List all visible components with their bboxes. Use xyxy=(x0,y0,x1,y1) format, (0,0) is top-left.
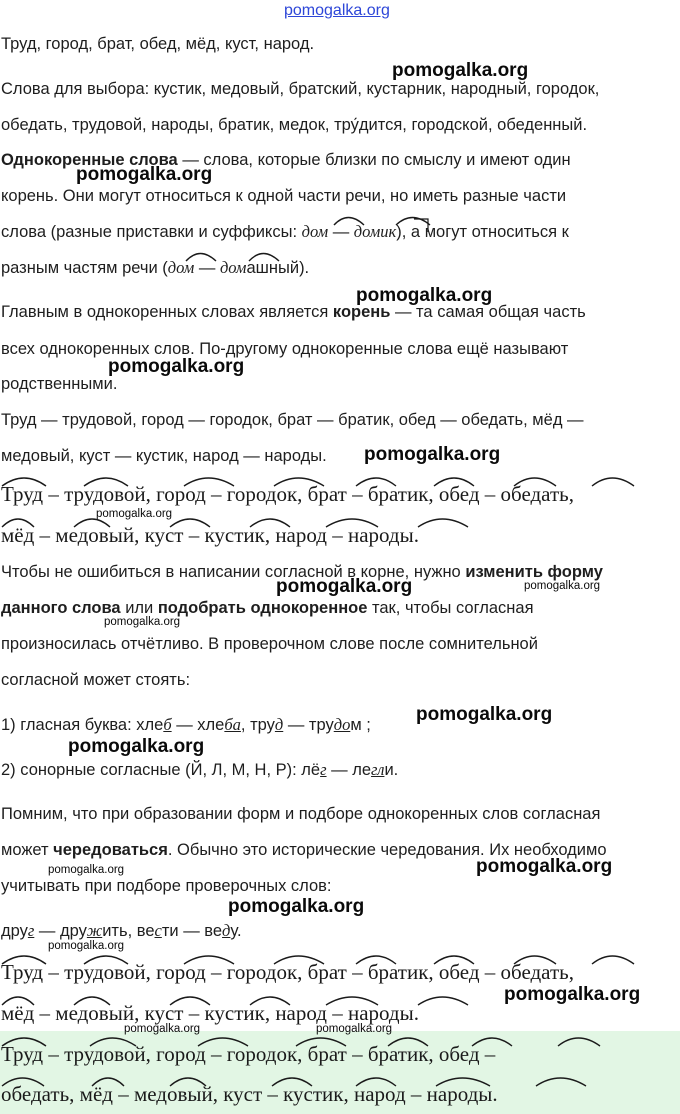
root-arc xyxy=(250,997,290,1005)
root-arc xyxy=(388,1038,428,1046)
pairs-line-1: Труд — трудовой, город — городок, брат — братик, обед — обедать, мёд — xyxy=(1,411,584,429)
letter-g: г xyxy=(320,760,327,779)
letters-do: до xyxy=(333,715,351,734)
text-span: у. xyxy=(230,922,242,940)
example-domik: домик xyxy=(353,222,397,241)
root-arc xyxy=(418,997,468,1005)
handwritten-3-row-1: Труд – трудовой, город – городок, брат – братик, обед – xyxy=(1,1042,496,1066)
definition-term: Однокоренные слова xyxy=(1,151,178,169)
root-arc xyxy=(296,1038,346,1046)
root-arc xyxy=(558,1038,600,1046)
root-arc xyxy=(326,519,378,527)
text-span: ), а могут относиться к xyxy=(396,223,569,241)
root-arc xyxy=(184,478,234,486)
root-arc xyxy=(274,956,324,964)
root-arc xyxy=(186,254,216,262)
watermark: pomogalka.org xyxy=(48,940,125,952)
watermark: pomogalka.org xyxy=(124,1023,201,1035)
choice-line-2: обедать, трудовой, народы, братик, медок, тру́дится, городской, обеденный. xyxy=(1,116,588,134)
main-line-3: родственными. xyxy=(1,375,118,393)
watermark: pomogalka.org xyxy=(48,864,125,876)
text-span: ). xyxy=(299,259,310,277)
pairs-line-2: медовый, куст — кустик, народ — народы. xyxy=(1,447,327,465)
watermark: pomogalka.org xyxy=(104,616,181,628)
root-arc xyxy=(356,956,396,964)
letter-d: д xyxy=(274,715,284,734)
text-span: ти — ве xyxy=(161,922,223,940)
text-span: — хле xyxy=(171,716,225,734)
root-arc xyxy=(592,478,634,486)
watermark: pomogalka.org xyxy=(364,444,501,465)
watermark: pomogalka.org xyxy=(68,736,205,757)
root-arc xyxy=(436,1078,490,1086)
letter-zh: ж xyxy=(86,921,103,940)
root-arc xyxy=(198,1038,248,1046)
text-span: слова (разные приставки и суффиксы: xyxy=(1,223,302,241)
watermark: pomogalka.org xyxy=(392,60,529,81)
root-arc xyxy=(356,1078,396,1086)
example-domashny-root: дом xyxy=(219,258,247,277)
root-arc xyxy=(84,956,128,964)
rule-line-3: произносилась отчётливо. В проверочном слове после сомнительной xyxy=(1,635,538,653)
root-arc xyxy=(184,956,234,964)
alt-line-3: учитывать при подборе проверочных слов: xyxy=(1,877,332,895)
text-span: 1) гласная буква: хле xyxy=(1,716,164,734)
letter-d2: д xyxy=(222,921,231,940)
suffix-mark xyxy=(414,219,428,232)
text-span: ить, ве xyxy=(102,922,155,940)
example-dom: дом xyxy=(301,222,329,241)
letters-ba: ба xyxy=(224,715,241,734)
root-arc xyxy=(326,997,378,1005)
task-words: Труд, город, брат, обед, мёд, куст, народ. xyxy=(1,35,315,53)
root-arc xyxy=(170,1078,206,1086)
definition-text: — слова, которые близки по смыслу и имеют один xyxy=(177,151,571,169)
letters-gl: гл xyxy=(371,760,385,779)
root-arc xyxy=(84,478,128,486)
text-span: и. xyxy=(384,761,399,779)
root-arc xyxy=(434,956,474,964)
root-arc xyxy=(356,478,396,486)
rule-line-4: согласной может стоять: xyxy=(1,671,191,689)
root-arc xyxy=(472,1038,512,1046)
text-span: Главным в однокоренных словах является xyxy=(1,303,333,321)
text-span: так, чтобы согласная xyxy=(367,599,534,617)
letter-s: с xyxy=(154,921,162,940)
root-arc xyxy=(170,997,210,1005)
dash: — xyxy=(328,223,354,241)
watermark: pomogalka.org xyxy=(76,164,213,185)
text-span: — та самая общая часть xyxy=(390,303,586,321)
root-box-marks xyxy=(414,219,428,232)
root-arc xyxy=(2,519,34,527)
root-arc xyxy=(74,997,110,1005)
root-arc xyxy=(170,519,210,527)
watermark: pomogalka.org xyxy=(276,576,413,597)
rule-term-1b: данного слова xyxy=(1,599,121,617)
root-arc xyxy=(274,478,324,486)
text-span: Чтобы не ошибиться в написании согласной в корне, нужно xyxy=(1,563,466,581)
example-dom-2: дом xyxy=(167,258,195,277)
text-span: дру xyxy=(1,922,28,940)
handwritten-2-row-1: Труд – трудовой, город – городок, брат – братик, обед – обедать, xyxy=(1,960,574,984)
root-arc xyxy=(2,956,46,964)
main-term: корень xyxy=(332,303,391,321)
handwritten-3-row-2: обедать, мёд – медовый, куст – кустик, народ – народы. xyxy=(1,1082,498,1106)
rule-term-2: подобрать однокоренное xyxy=(157,599,368,617)
definition-line-2: корень. Они могут относиться к одной части речи, но иметь разные части xyxy=(1,187,567,205)
letter-g2: г xyxy=(27,921,35,940)
dash: — xyxy=(194,259,220,277)
example-domashny-ending: ашный xyxy=(246,259,300,277)
root-arc xyxy=(2,478,46,486)
root-arcs xyxy=(2,218,634,1087)
alt-line-1: Помним, что при образовании форм и подборе однокоренных слов согласная xyxy=(1,805,601,823)
text-span: разным частям речи ( xyxy=(1,259,168,277)
letter-b: б xyxy=(163,715,172,734)
main-line-2: всех однокоренных слов. По-другому однокоренные слова ещё называют xyxy=(1,340,569,358)
root-arc xyxy=(92,1078,124,1086)
handwritten-1-row-1: Труд – трудовой, город – городок, брат – братик, обед – обедать, xyxy=(1,482,574,506)
text-span: 2) сонорные согласные (Й, Л, М, Н, Р): лё xyxy=(1,761,321,779)
text-span: — ле xyxy=(326,761,372,779)
root-arc xyxy=(434,478,474,486)
watermark: pomogalka.org xyxy=(524,580,601,592)
root-arc xyxy=(2,1038,46,1046)
rule-term-1: изменить форму xyxy=(465,563,603,581)
handwritten-2-row-2: мёд – медовый, куст – кустик, народ – народы. xyxy=(1,1001,419,1025)
watermark: pomogalka.org xyxy=(96,508,173,520)
text-span: , тру xyxy=(240,716,275,734)
text-span: . Обычно это исторические чередования. Их необходимо xyxy=(167,841,607,859)
root-arc xyxy=(418,519,468,527)
text-span: — тру xyxy=(283,716,334,734)
watermark: pomogalka.org xyxy=(316,1023,393,1035)
handwritten-1-row-2: мёд – медовый, куст – кустик, народ – народы. xyxy=(1,523,419,547)
watermark: pomogalka.org xyxy=(476,856,613,877)
watermark: pomogalka.org xyxy=(228,896,365,917)
root-arc xyxy=(592,956,634,964)
watermark: pomogalka.org xyxy=(504,984,641,1005)
text-span: — дру xyxy=(34,922,87,940)
root-arc xyxy=(250,519,290,527)
choice-line-1: Слова для выбора: кустик, медовый, братский, кустарник, народный, городок, xyxy=(1,80,600,98)
watermark: pomogalka.org xyxy=(416,704,553,725)
text-span: может xyxy=(1,841,54,859)
root-arc xyxy=(514,478,556,486)
watermark: pomogalka.org xyxy=(356,285,493,306)
root-arc xyxy=(272,1078,312,1086)
text-span: м ; xyxy=(350,716,371,734)
root-arc xyxy=(90,1038,136,1046)
root-arc xyxy=(514,956,556,964)
root-arc xyxy=(334,218,364,226)
root-arc xyxy=(536,1078,586,1086)
root-arc xyxy=(2,1078,44,1086)
watermark: pomogalka.org xyxy=(108,356,245,377)
root-arc xyxy=(2,997,34,1005)
alt-term: чередоваться xyxy=(53,841,168,859)
text-span: или xyxy=(120,599,158,617)
root-arc xyxy=(74,519,110,527)
watermark-top-link[interactable]: pomogalka.org xyxy=(284,2,390,19)
root-arc xyxy=(249,254,279,262)
